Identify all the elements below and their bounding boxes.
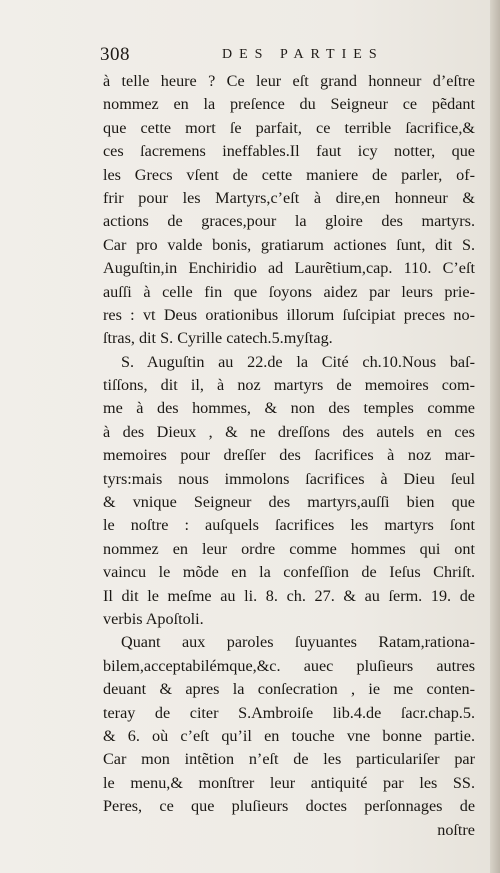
text-line: & 6. où c’eſt qu’il en touche vne bonne partie.	[103, 726, 475, 745]
text-line: Peres, ce que pluſieurs doctes perſonnages de	[103, 797, 475, 816]
text-line: res : vt Deus orationibus illorum ſuſcipiat preces no-	[103, 305, 475, 324]
text-line: noſtre	[437, 820, 475, 839]
text-line: nommez en la preſence du Seigneur ce pẽdant	[103, 95, 475, 114]
text-line: le menu,& monſtrer leur antiquité par les SS.	[103, 773, 475, 792]
text-line: ſtras, dit S. Cyrille catech.5.myſtag.	[103, 329, 333, 348]
text-line: tiſſons, dit il, à noz martyrs de memoires com-	[103, 376, 475, 395]
page-edge	[490, 0, 500, 873]
text-line: à telle heure ? Ce leur eſt grand honneur d’eſtre	[103, 72, 475, 90]
text-line: deuant & apres la conſecration , ie me conten-	[103, 680, 475, 699]
text-line: le noſtre : auſquels ſacrifices les martyrs ſont	[103, 516, 475, 535]
text-line: S. Auguſtin au 22.de la Cité ch.10.Nous baſ-	[121, 352, 475, 371]
page-number: 308	[100, 44, 130, 65]
text-line: & vnique Seigneur des martyrs,auſſi bien que	[103, 493, 475, 512]
text-line: bilem,acceptabilémque,&c. auec pluſieurs autres	[103, 656, 475, 675]
text-line: me à des hommes, & non des temples comme	[103, 399, 475, 418]
text-line: Car pro valde bonis, gratiarum actiones ſunt, dit S.	[103, 235, 475, 254]
text-line: teray de citer S.Ambroiſe lib.4.de ſacr.chap.5.	[103, 703, 475, 722]
text-line: vaincu le mõde en la confeſſion de Ieſus Chriſt.	[103, 563, 475, 582]
running-head: DES PARTIES	[222, 47, 384, 62]
text-line: actions de graces,pour la gloire des martyrs.	[103, 212, 475, 231]
text-line: Auguſtin,in Enchiridio ad Laurẽtium,cap. 110. C’eſt	[103, 259, 475, 278]
text-line: Car mon intẽtion n’eſt de les particulariſer par	[103, 750, 475, 769]
page-header	[100, 44, 480, 70]
text-line: tyrs:mais nous immolons ſacrifices à Dieu ſeul	[103, 469, 475, 488]
text-line: Il dit le meſme au li. 8. ch. 27. & au ſerm. 19. de	[103, 586, 475, 605]
text-line: auſſi à celle fin que ſoyons aidez par leurs prie-	[103, 282, 475, 301]
text-line: verbis Apoſtoli.	[103, 609, 204, 628]
text-line: memoires pour dreſſer des ſacrifices à noz mar-	[103, 446, 475, 465]
body-text	[103, 70, 475, 842]
text-line: frir pour les Martyrs,c’eſt à dire,en honneur &	[103, 188, 475, 207]
text-line: à des Dieux , & ne dreſſons des autels en ces	[103, 422, 475, 441]
text-line: les Grecs vſent de cette maniere de parler, of-	[103, 165, 475, 184]
text-line: nommez en leur ordre comme hommes qui ont	[103, 539, 475, 558]
text-line: ces ſacremens ineffables.Il faut icy notter, que	[103, 142, 475, 161]
text-line: que cette mort ſe parfait, ce terrible ſacrifice,&	[103, 118, 475, 137]
text-line: Quant aux paroles ſuyuantes Ratam,rationa-	[121, 633, 475, 652]
